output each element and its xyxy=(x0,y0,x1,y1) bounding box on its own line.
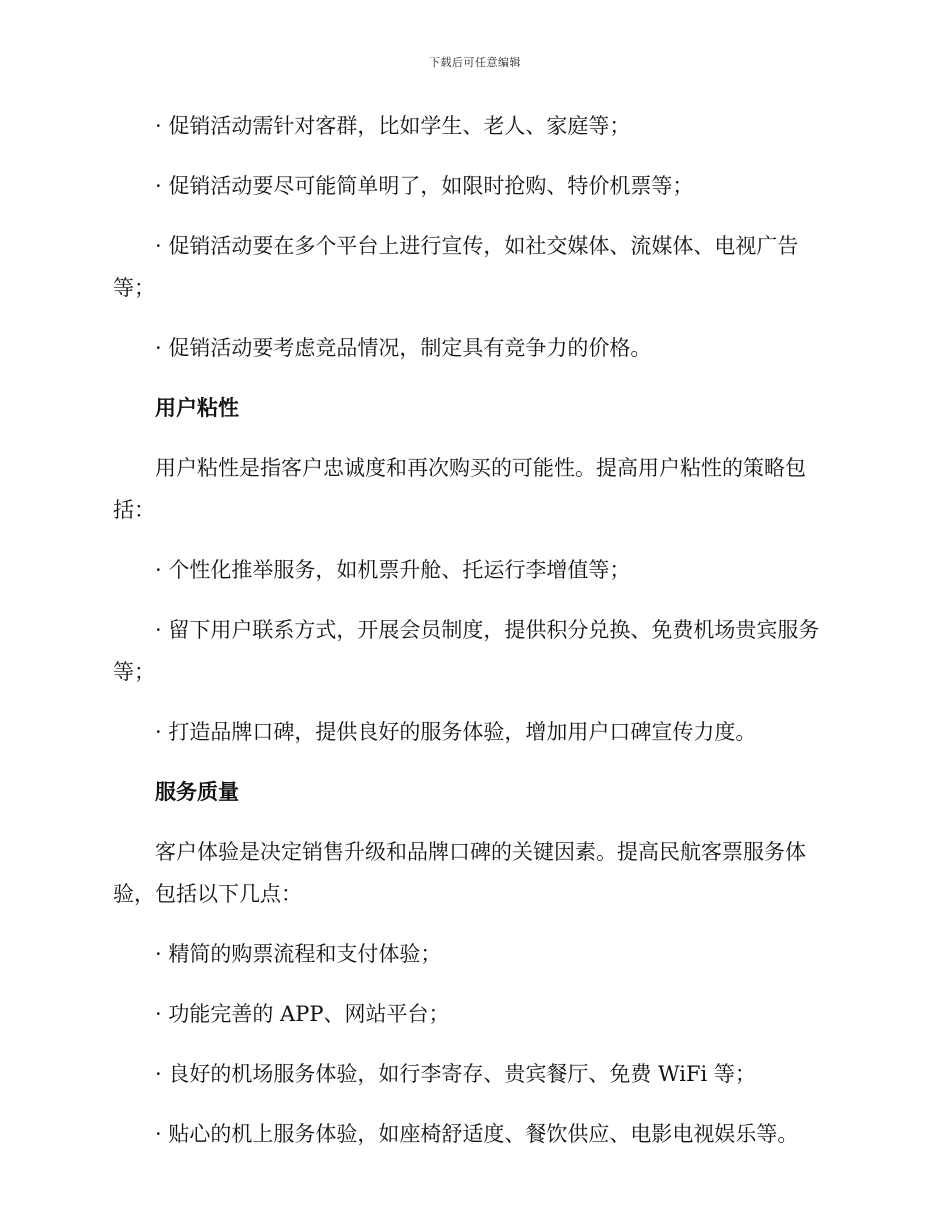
document-body xyxy=(113,105,833,1173)
paragraph: 客户体验是决定销售升级和品牌口碑的关键因素。提高民航客票服务体验，包括以下几点： xyxy=(113,840,806,906)
section-heading-service-quality: 服务质量 xyxy=(155,780,239,804)
bullet-item: · 促销活动要尽可能简单明了，如限时抢购、特价机票等； xyxy=(155,174,694,198)
header-note: 下载后可任意编辑 xyxy=(429,56,521,69)
bullet-item: · 打造品牌口碑，提供良好的服务体验，增加用户口碑宣传力度。 xyxy=(155,720,757,744)
bullet-item: · 促销活动需针对客群，比如学生、老人、家庭等； xyxy=(155,114,631,138)
bullet-item: · 留下用户联系方式，开展会员制度，提供积分兑换、免费机场贵宾服务等； xyxy=(113,618,820,684)
paragraph: 用户粘性是指客户忠诚度和再次购买的可能性。提高用户粘性的策略包括： xyxy=(113,456,806,522)
bullet-item: · 个性化推举服务，如机票升舱、托运行李增值等； xyxy=(155,558,631,582)
section-heading-user-stickiness: 用户粘性 xyxy=(155,396,239,420)
bullet-item: · 贴心的机上服务体验，如座椅舒适度、餐饮供应、电影电视娱乐等。 xyxy=(155,1122,799,1146)
bullet-item: · 促销活动要考虑竞品情况，制定具有竞争力的价格。 xyxy=(155,336,652,360)
bullet-item: · 良好的机场服务体验，如行李寄存、贵宾餐厅、免费 WiFi 等； xyxy=(155,1062,756,1086)
bullet-item: · 促销活动要在多个平台上进行宣传，如社交媒体、流媒体、电视广告等； xyxy=(113,234,799,300)
bullet-item: · 精简的购票流程和支付体验； xyxy=(155,942,442,966)
bullet-item: · 功能完善的 APP、网站平台； xyxy=(155,1002,450,1026)
